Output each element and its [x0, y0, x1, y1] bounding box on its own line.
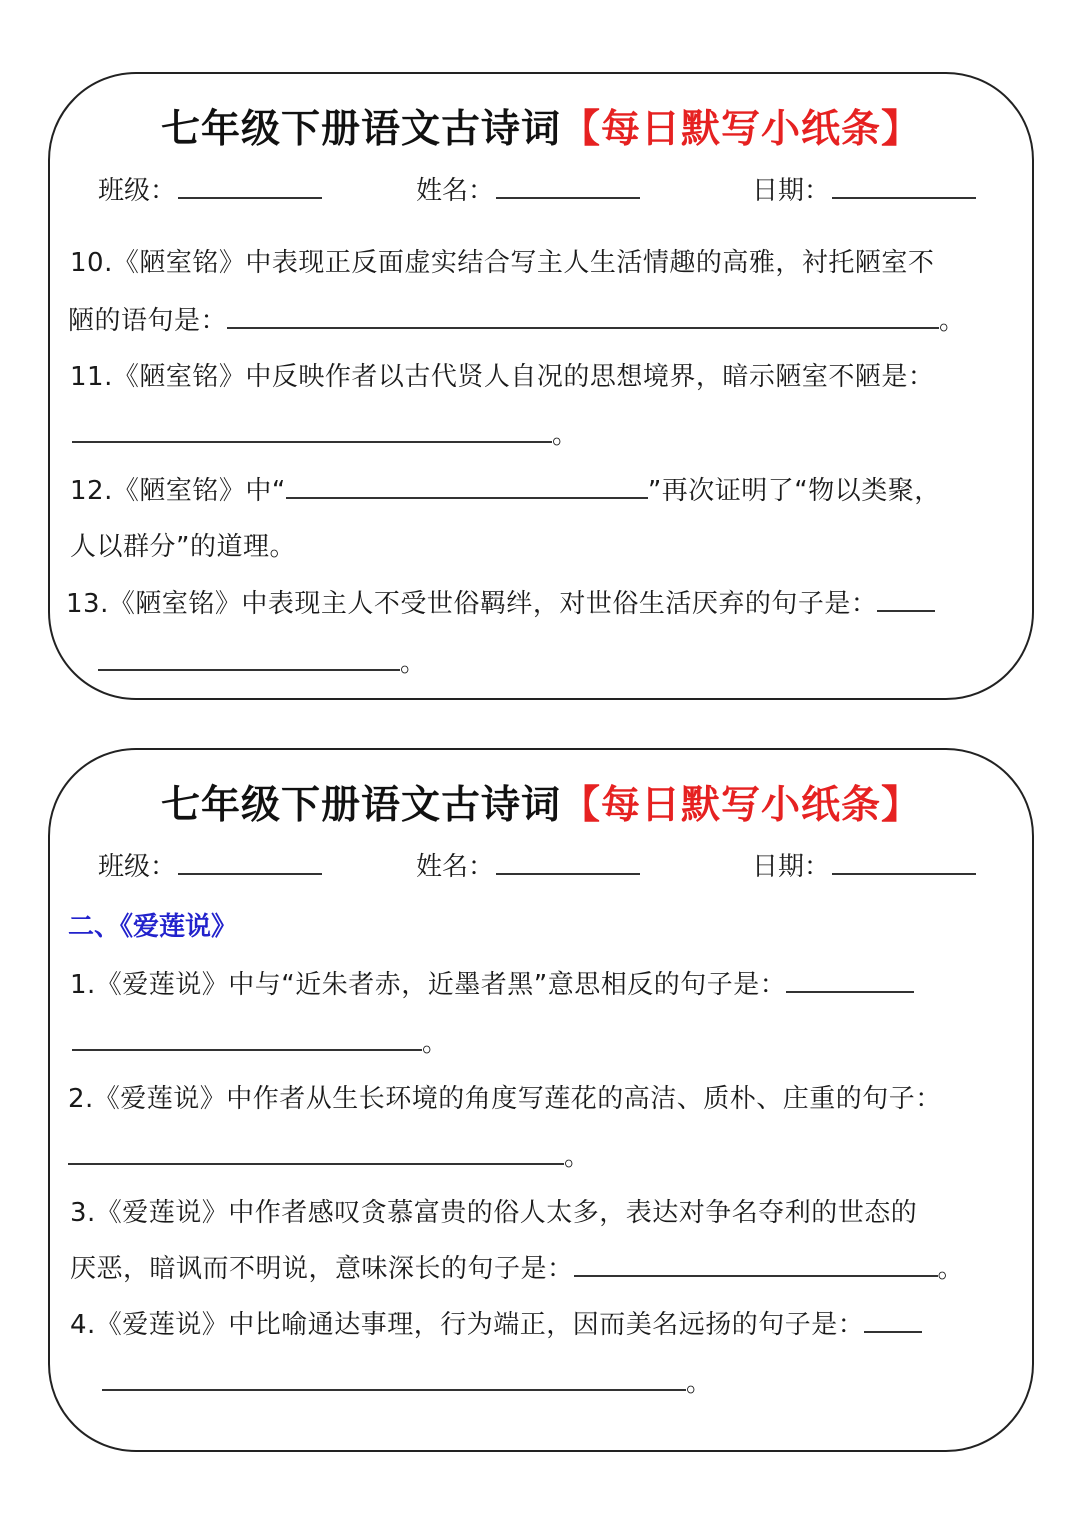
q12-suffix: ”再次证明了“物以类聚， — [647, 476, 941, 506]
name-blank[interactable] — [496, 849, 640, 875]
class-field — [98, 170, 322, 207]
title-highlight: 【每日默写小纸条】 — [561, 783, 922, 828]
class-label: 班级： — [98, 852, 177, 882]
q13-answer-blank[interactable] — [98, 643, 400, 671]
period: 。 — [552, 420, 579, 450]
card-title — [50, 774, 1032, 830]
q3-prefix: 厌恶，暗讽而不明说，意味深长的句子是： — [70, 1254, 574, 1284]
period: 。 — [686, 1368, 713, 1398]
q2-line2 — [68, 1136, 591, 1173]
q12-prefix: 12.《陋室铭》中“ — [70, 476, 286, 506]
q10-prefix: 陋的语句是： — [68, 306, 228, 336]
section-title: 二、《爱莲说》 — [68, 912, 238, 942]
q2-answer-blank[interactable] — [68, 1137, 564, 1165]
q10-line1: 10.《陋室铭》中表现正反面虚实结合写主人生活情趣的高雅，衬托陋室不 — [70, 248, 935, 278]
period: 。 — [400, 648, 427, 678]
date-field — [752, 846, 976, 883]
q1-line2 — [72, 1022, 449, 1059]
q13-answer-blank-start[interactable] — [877, 584, 935, 612]
q4-text: 4.《爱莲说》中比喻通达事理，行为端正，因而美名远扬的句子是： — [70, 1310, 865, 1340]
q4-answer-blank[interactable] — [102, 1363, 686, 1391]
q11-line2 — [72, 414, 579, 451]
dictation-card-2 — [48, 748, 1034, 1452]
name-blank[interactable] — [496, 173, 640, 199]
date-blank[interactable] — [832, 849, 976, 875]
q12-line2: 人以群分”的道理。 — [70, 532, 296, 562]
q3-line1: 3.《爱莲说》中作者感叹贪慕富贵的俗人太多，表达对争名夺利的世态的 — [70, 1198, 918, 1228]
title-main: 七年级下册语文古诗词 — [160, 783, 561, 828]
q3-answer-blank[interactable] — [574, 1249, 938, 1277]
class-blank[interactable] — [178, 849, 322, 875]
q11-answer-blank[interactable] — [72, 415, 552, 443]
name-field — [416, 846, 640, 883]
q1-answer-blank[interactable] — [72, 1023, 422, 1051]
q10-line2 — [68, 300, 966, 337]
q1-line1 — [70, 964, 914, 1001]
title-highlight: 【每日默写小纸条】 — [561, 107, 922, 152]
dictation-card-1 — [48, 72, 1034, 700]
q4-line2 — [102, 1362, 713, 1399]
q12-line1 — [70, 470, 941, 507]
q1-text: 1.《爱莲说》中与“近朱者赤，近墨者黑”意思相反的句子是： — [70, 970, 787, 1000]
date-field — [752, 170, 976, 207]
period: 。 — [939, 306, 966, 336]
title-main: 七年级下册语文古诗词 — [160, 107, 561, 152]
date-label: 日期： — [752, 176, 831, 206]
class-blank[interactable] — [178, 173, 322, 199]
q10-answer-blank[interactable] — [227, 301, 939, 329]
card-title — [50, 98, 1032, 154]
q13-line1 — [66, 583, 935, 620]
date-blank[interactable] — [832, 173, 976, 199]
q12-answer-blank[interactable] — [286, 471, 648, 499]
name-field — [416, 170, 640, 207]
name-label: 姓名： — [416, 852, 495, 882]
q4-line1 — [70, 1304, 922, 1341]
period: 。 — [422, 1028, 449, 1058]
name-label: 姓名： — [416, 176, 495, 206]
q13-text: 13.《陋室铭》中表现主人不受世俗羁绊，对世俗生活厌弃的句子是： — [66, 589, 878, 619]
period: 。 — [937, 1254, 965, 1284]
q2-line1: 2.《爱莲说》中作者从生长环境的角度写莲花的高洁、质朴、庄重的句子： — [68, 1084, 942, 1114]
class-field — [98, 846, 322, 883]
period: 。 — [564, 1142, 591, 1172]
q11-line1: 11.《陋室铭》中反映作者以古代贤人自况的思想境界，暗示陋室不陋是： — [70, 362, 935, 392]
q13-line2 — [98, 642, 427, 679]
q1-answer-blank-start[interactable] — [786, 965, 914, 993]
date-label: 日期： — [752, 852, 831, 882]
class-label: 班级： — [98, 176, 177, 206]
q4-answer-blank-start[interactable] — [864, 1305, 922, 1333]
q3-line2 — [70, 1248, 964, 1285]
